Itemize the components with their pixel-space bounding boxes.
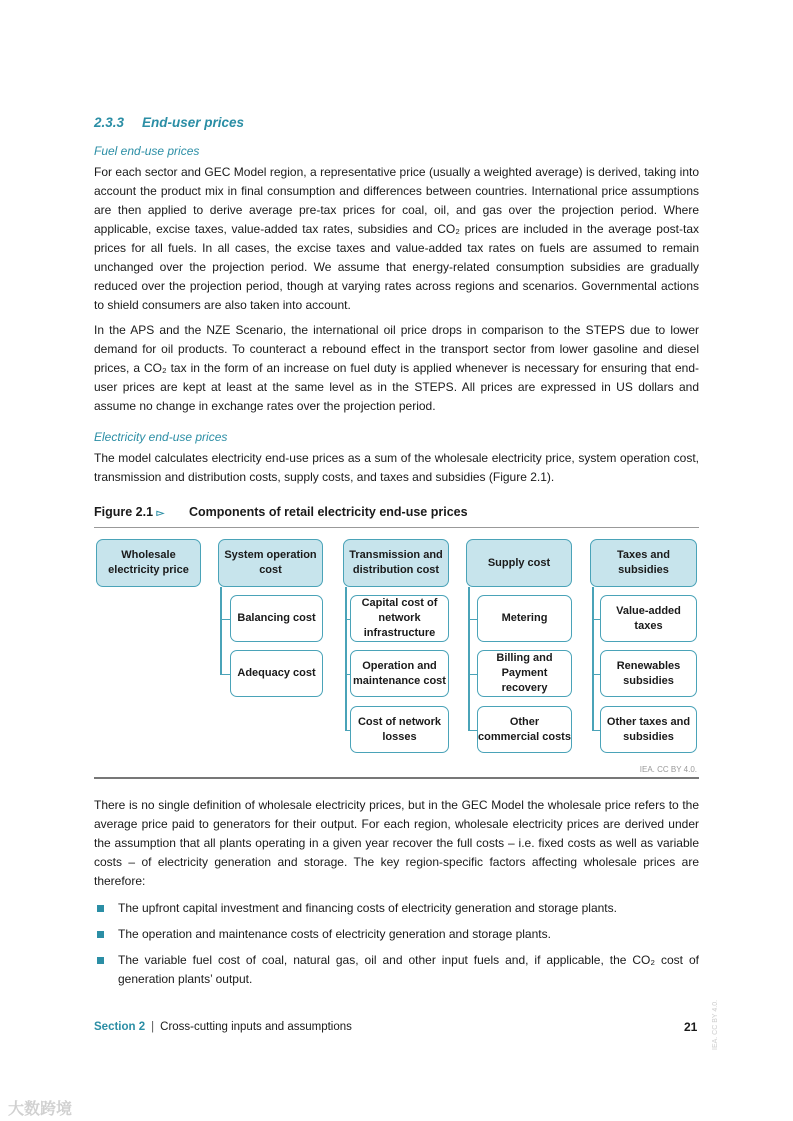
page-number: 21 xyxy=(684,1020,698,1034)
figure-label: Figure 2.1 xyxy=(94,505,154,519)
electricity-paragraph: The model calculates electricity end-use prices as a sum of the wholesale electricity price, system operation cost, transmission and distribution costs, supply costs, and taxes and subsidies (Figure 2.1). xyxy=(94,451,699,484)
connector-line xyxy=(220,674,230,676)
bullet-square-icon xyxy=(97,957,104,964)
side-license-mark: IEA. CC BY 4.0. xyxy=(712,999,719,1050)
component-box: Balancing cost xyxy=(230,595,323,642)
category-header-box: Transmission and distribution cost xyxy=(343,539,449,587)
component-box: Adequacy cost xyxy=(230,650,323,697)
bullet-square-icon xyxy=(97,931,104,938)
footer-section: Section 2 xyxy=(94,1021,146,1033)
category-header-box: Wholesale electricity price xyxy=(96,539,201,587)
component-box: Metering xyxy=(477,595,572,642)
footer-separator: | xyxy=(151,1021,155,1033)
category-header-box: Supply cost xyxy=(466,539,572,587)
figure-caption: Components of retail electricity end-use prices xyxy=(189,505,468,519)
figure-bottom-rule xyxy=(94,777,699,779)
connector-line xyxy=(220,587,222,674)
fuel-paragraph-2: In the APS and the NZE Scenario, the international oil price drops in comparison to the STEPS due to lower demand for oil products. To counteract a rebound effect in the transport sector from lower gasoline and diesel prices, a CO₂ tax in the form of an increase on fuel duty is applied whenever is necessary for ensuring that end-user prices are kept at least at the same level as in the STEPS. All prices are expressed in US dollars and assume no change in exchange rates over the projection period. xyxy=(94,323,699,413)
connector-line xyxy=(592,587,594,730)
component-box: Operation and maintenance cost xyxy=(350,650,449,697)
category-header-box: System operation cost xyxy=(218,539,323,587)
connector-line xyxy=(468,674,477,676)
connector-line xyxy=(468,619,477,621)
figure-credit: IEA. CC BY 4.0. xyxy=(639,765,697,774)
connector-line xyxy=(220,619,230,621)
bullet-text: The upfront capital investment and financing costs of electricity generation and storage plants. xyxy=(118,901,617,915)
component-box: Other taxes and subsidies xyxy=(600,706,697,753)
fuel-subheading: Fuel end-use prices xyxy=(94,144,200,158)
component-box: Renewables subsidies xyxy=(600,650,697,697)
bullet-item xyxy=(94,899,699,918)
connector-line xyxy=(345,587,347,730)
bullet-square-icon xyxy=(97,905,104,912)
wholesale-paragraph: There is no single definition of wholesale electricity prices, but in the GEC Model the wholesale price refers to the average price paid to generators for their output. For each region, wholesale electricity prices are derived under the assumption that all plants operating in a given year recover the full costs – i.e. fixed costs as well as variable costs – of electricity generation and storage. The key region-specific factors affecting wholesale prices are therefore: xyxy=(94,798,699,888)
bullet-text: The operation and maintenance costs of electricity generation and storage plants. xyxy=(118,927,551,941)
component-box: Billing and Payment recovery xyxy=(477,650,572,697)
connector-line xyxy=(468,730,477,732)
component-box: Other commercial costs xyxy=(477,706,572,753)
component-box: Cost of network losses xyxy=(350,706,449,753)
fuel-paragraph-1: For each sector and GEC Model region, a representative price (usually a weighted average) is derived, taking into account the product mix in final consumption and differences between countries. International price assumptions are then applied to derive average pre-tax prices for coal, oil, and gas over the projection period. Where applicable, excise taxes, value-added tax rates, subsidies and CO₂ prices are included in the average post-tax prices for all fuels. In all cases, the excise taxes and value-added tax rates on fuels are assumed to remain unchanged over the projection period. We assume that energy-related consumption subsidies are gradually reduced over the projection period, though at varying rates across regions and scenarios. Governmental actions to shield consumers are also taken into account. xyxy=(94,165,699,312)
connector-line xyxy=(592,674,600,676)
connector-line xyxy=(592,730,600,732)
footer xyxy=(94,1021,352,1033)
footer-title: Cross-cutting inputs and assumptions xyxy=(160,1021,352,1033)
watermark: 大数跨境 xyxy=(8,1101,73,1118)
bullet-item xyxy=(94,925,699,944)
electricity-subheading: Electricity end-use prices xyxy=(94,430,228,444)
figure-arrow-icon: ▻ xyxy=(156,508,165,519)
category-header-box: Taxes and subsidies xyxy=(590,539,697,587)
bullet-item xyxy=(94,951,699,989)
bullet-text: The variable fuel cost of coal, natural gas, oil and other input fuels and, if applicable, the CO₂ cost of generation plants’ output. xyxy=(118,953,699,986)
section-title: End-user prices xyxy=(142,115,245,130)
connector-line xyxy=(468,587,470,730)
component-box: Capital cost of network infrastructure xyxy=(350,595,449,642)
component-box: Value-added taxes xyxy=(600,595,697,642)
connector-line xyxy=(592,619,600,621)
section-number: 2.3.3 xyxy=(94,115,125,130)
